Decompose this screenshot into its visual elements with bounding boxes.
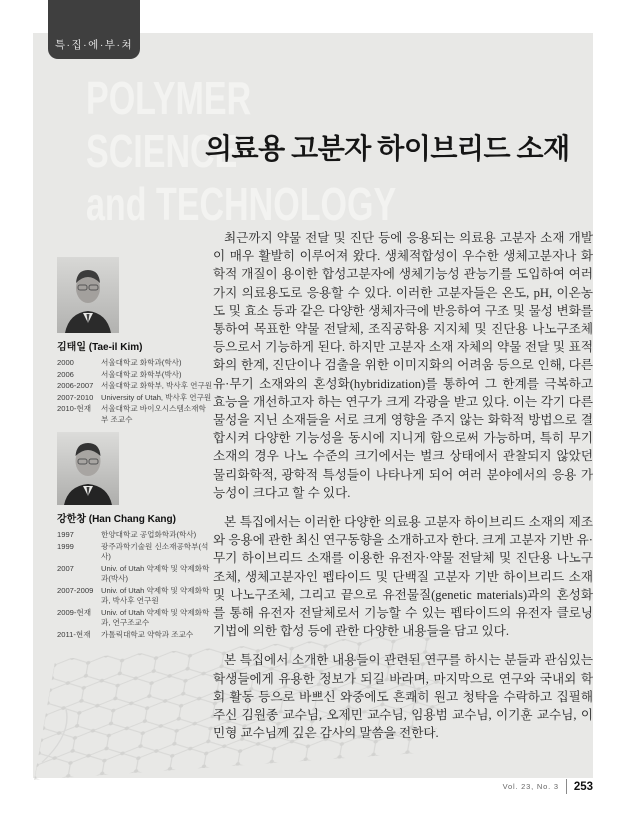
cv-row	[57, 404, 213, 425]
cv-row	[57, 586, 213, 607]
cv-desc: University of Utah, 박사후 연구원	[101, 392, 212, 402]
cv-desc: 서울대학교 바이오시스템소재학부 조교수	[101, 404, 206, 424]
cv-desc: 가톨릭대학교 약학과 조교수	[101, 629, 194, 639]
cv-period: 2000	[57, 358, 74, 367]
author-name: 김태일 (Tae-il Kim)	[57, 342, 143, 353]
author-profile-kang-han-chang	[57, 432, 213, 641]
cv-desc: Univ. of Utah 약제학 및 약제화학과, 연구조교수	[101, 607, 210, 627]
watermark-line-1: POLYMER	[86, 72, 252, 124]
cv-desc: 서울대학교 화학부(박사)	[101, 369, 182, 379]
watermark-line-2: SCIENCE	[86, 125, 238, 177]
cv-desc: 서울대학교 화학부, 박사후 연구원	[101, 381, 213, 390]
cv-period: 2011-현재	[57, 629, 91, 639]
special-issue-badge-label: 특·집·에·부·쳐	[54, 39, 134, 51]
cv-period: 1999	[57, 541, 74, 551]
cv-row	[57, 393, 213, 404]
cv-period: 2007-2010	[57, 392, 94, 402]
cv-period: 2010-현재	[57, 404, 92, 413]
cv-period: 2009-현재	[57, 607, 92, 617]
cv-period: 2007	[57, 563, 74, 573]
author-photo	[57, 432, 119, 505]
journal-volume-info: Vol. 23, No. 3	[502, 782, 559, 791]
article-title: 의료용 고분자 하이브리드 소재	[205, 134, 570, 165]
cv-period: 2006-2007	[57, 381, 94, 390]
cv-desc: Univ. of Utah 약제학 및 약제화학과, 박사후 연구원	[101, 585, 210, 605]
body-paragraph-1: 최근까지 약물 전달 및 진단 등에 응용되는 의료용 고분자 소재 개발이 매우 활발히 이루어져 왔다. 생체적합성이 우수한 생체고분자나 화학적 개질이 용이한 합성고분자에 생체기능성 관능기를 도입하여 여러 가지 의료용도로 응용할 수 있다. 이러한 고분자들은 온도, pH, 이온농도 및 효소 등과 같은 다양한 생체자극에 반응하여 구조 및 물성 변화를 통하여 목표한 약물 전달체, 조직공학용 지지체 및 진단용 나노구조체 등으로서 기능하게 된다. 하지만 고분자 소재 자체의 약물 전달 및 표적화의 한계, 진단이나 검출을 위한 이미지화의 어려움 등으로 인해, 다른 유·무기 소재와의 혼성화(hybridization)를 통하여 그 한계를 극복하고 효능을 개선하고자 하는 연구가 크게 각광을 받고 있다. 이는 각기 다른 물성을 지닌 소재들을 서로 크게 영향을 주지 않는 화학적 방법으로 결합시켜 다양한 기능성을 동시에 지니게 함으로써 가능하며, 특히 무기 소재의 경우 나노 수준의 크기에서는 벌크 상태에서 관찰되지 않았던 물리화학적, 광학적 특성들이 나타나게 되어 여러 분야에서의 응용 가능성이 크다고 할 수 있다.	[213, 231, 593, 500]
cv-desc: 한양대학교 공업화학과(학사)	[101, 530, 197, 539]
author-cv	[57, 358, 213, 425]
page-number: 253	[573, 780, 593, 793]
cv-row	[57, 608, 213, 629]
author-profile-kim-tae-il	[57, 257, 213, 426]
cv-row	[57, 381, 213, 392]
cv-period: 2007-2009	[57, 585, 94, 595]
cv-desc: Univ. of Utah 약제학 및 약제화학과(박사)	[101, 563, 210, 583]
body-paragraph-3: 본 특집에서 소개한 내용들이 관련된 연구를 하시는 분들과 관심있는 학생들에게 유용한 정보가 되길 바라며, 마지막으로 연구와 국내외 학회 활동 등으로 바쁘신 와중에도 흔쾌히 원고 청탁을 수락하고 집필해 주신 김원종 교수님, 오제민 교수님, 임용범 교수님, 이기훈 교수님, 이민형 교수님께 깊은 감사의 말씀을 전한다.	[213, 653, 593, 741]
author-cv	[57, 530, 213, 640]
cv-row	[57, 630, 213, 641]
cv-period: 2006	[57, 369, 74, 379]
footer-divider	[566, 779, 567, 794]
body-paragraph-2: 본 특집에서는 이러한 다양한 의료용 고분자 하이브리드 소재의 제조와 응용에 관한 최신 연구동향을 소개하고자 한다. 크게 고분자 기반 유·무기 하이브리드 소재를 이용한 유전자·약물 전달체 및 진단용 나노구조체, 생체고분자인 펩타이드 및 단백질 고분자 기반 하이브리드 소재 및 나노구조체, 그리고 끝으로 유전물질(genetic materials)과의 혼성화를 통해 유전자 전달체로서 기능할 수 있는 펩타이드의 유전자 클로닝 기법에 의한 합성 등에 관한 다양한 내용들을 담고 있다.	[213, 515, 593, 639]
cv-desc: 광주과학기술원 신소재공학부(석사)	[101, 541, 209, 561]
cv-row	[57, 564, 213, 585]
special-issue-badge	[48, 0, 140, 59]
cv-period: 1997	[57, 530, 74, 539]
author-name: 강한창 (Han Chang Kang)	[57, 514, 176, 525]
cv-desc: 서울대학교 화학과(학사)	[101, 358, 182, 367]
cv-row	[57, 370, 213, 381]
author-photo	[57, 257, 119, 333]
cv-row	[57, 542, 213, 563]
cv-row	[57, 358, 213, 369]
cv-row	[57, 530, 213, 541]
article-body	[213, 229, 593, 742]
page-footer	[503, 779, 593, 794]
watermark-line-3: and TECHNOLOGY	[86, 178, 397, 230]
